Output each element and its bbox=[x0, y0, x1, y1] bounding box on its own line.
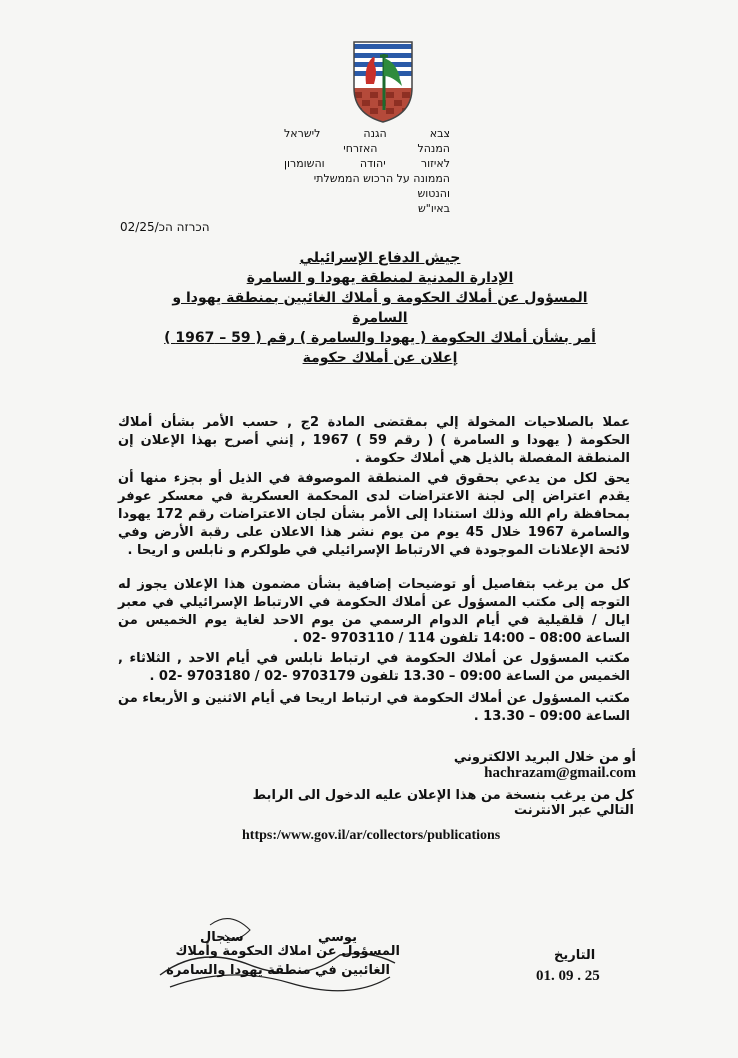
header-word: והשומרון bbox=[284, 157, 325, 170]
header-word: לאיזור bbox=[420, 157, 450, 170]
signatory-title-line-1: المسؤول عن املاك الحكومة وأملاك bbox=[175, 944, 400, 959]
header-word: לישראל bbox=[284, 127, 321, 140]
email-address[interactable]: hachrazam@gmail.com bbox=[484, 765, 636, 781]
title-line-5: إعلان عن أملاك حكومة bbox=[302, 350, 458, 366]
publications-url[interactable]: https:/www.gov.il/ar/collectors/publications bbox=[242, 828, 501, 843]
paragraph-declaration: عملا بالصلاحيات المخولة إلي بمقتضى المادة 2ج , حسب الأمر بشأن أملاك الحكومة ( يهودا و السامرة ) ( رقم 59 ) 1967 , إنني أصرح بهذا الإعلان إن المنطقة المفصلة بالذيل هي أملاك حكومة . bbox=[118, 415, 631, 466]
title-line-3: المسؤول عن أملاك الحكومة و أملاك الغائبين بمنطقة يهودا و السامرة bbox=[172, 290, 588, 326]
email-label: أو من خلال البريد الالكتروني bbox=[453, 750, 636, 765]
reference-number: הכרזה הכ/02/25 bbox=[120, 220, 210, 234]
idf-emblem-logo bbox=[352, 40, 414, 124]
document-titles bbox=[150, 248, 610, 368]
copy-instructions: كل من يرغب بنسخة من هذا الإعلان عليه الدخول الى الرابط التالي عبر الانترنت bbox=[252, 788, 634, 818]
title-line-4: أمر بشأن أملاك الحكومة ( يهودا والسامرة ) رقم ( 59 – 1967 ) bbox=[164, 330, 596, 346]
paragraph-inquiries: كل من يرغب بتفاصيل أو توضيحات إضافية بشأن مضمون هذا الإعلان يجوز له التوجه إلى مكتب المسؤول عن أملاك الحكومة في الارتباط الإسرائيلي في معبر ايال / قلقيلية في أيام الدوام الرسمي من يوم الاحد لغاية يوم الخميس من الساعة 08:00 – 14:00 تلفون 114 / 9703110 -02 . bbox=[118, 577, 630, 646]
paragraph-objection-rights: يحق لكل من يدعي بحقوق في المنطقة الموصوفة في الذيل أو بجزء منها أن يقدم اعتراض إلى لجنة الاعتراضات لدى المحكمة العسكرية في معسكر عوفر بمحافظة رام الله وذلك استنادا إلى الأمر بشأن لجان الاعتراضات رقم 172 يهودا والسامرة 1967 خلال 45 يوم من يوم نشر هذا الاعلان على رقبة الأرض وفي لائحة الإعلانات الموجودة في الارتباط الإسرائيلي في طولكرم و نابلس و اريحا . bbox=[118, 471, 630, 558]
header-word: צבא bbox=[429, 127, 450, 140]
signatory-title-line-2: الغائبين في منطقة يهودا والسامرة bbox=[166, 963, 390, 978]
header-word: האזרחי bbox=[343, 142, 378, 155]
hebrew-header bbox=[284, 126, 450, 216]
signatory-last-name: سيجال bbox=[200, 930, 244, 945]
email-line bbox=[318, 750, 636, 782]
header-line: והנטוש bbox=[417, 187, 450, 200]
header-word: יהודה bbox=[359, 157, 386, 170]
date-value: 01. 09 . 25 bbox=[536, 968, 600, 984]
header-line: באיו"ש bbox=[417, 202, 450, 215]
header-line: הממונה על הרכוש הממשלתי bbox=[313, 172, 450, 185]
signatory-first-name: يوسي bbox=[318, 930, 357, 945]
paragraph-nablus-office: مكتب المسؤول عن أملاك الحكومة في ارتباط نابلس في أيام الاحد , الثلاثاء , الخميس من الساعة 09:00 – 13.30 تلفون 9703179 -02 / 9703180 -02 . bbox=[118, 651, 630, 684]
paragraph-jericho-office: مكتب المسؤول عن أملاك الحكومة في ارتباط اريحا في أيام الاثنين و الأربعاء من الساعة 09:00 – 13.30 . bbox=[118, 691, 630, 724]
title-line-1: جيش الدفاع الإسرائيلي bbox=[299, 250, 461, 266]
header-word: המנהל bbox=[417, 142, 450, 155]
title-line-2: الإدارة المدنية لمنطقة يهودا و السامرة bbox=[246, 270, 514, 286]
date-label: التاريخ bbox=[554, 948, 596, 963]
header-word: הגנה bbox=[363, 127, 387, 140]
